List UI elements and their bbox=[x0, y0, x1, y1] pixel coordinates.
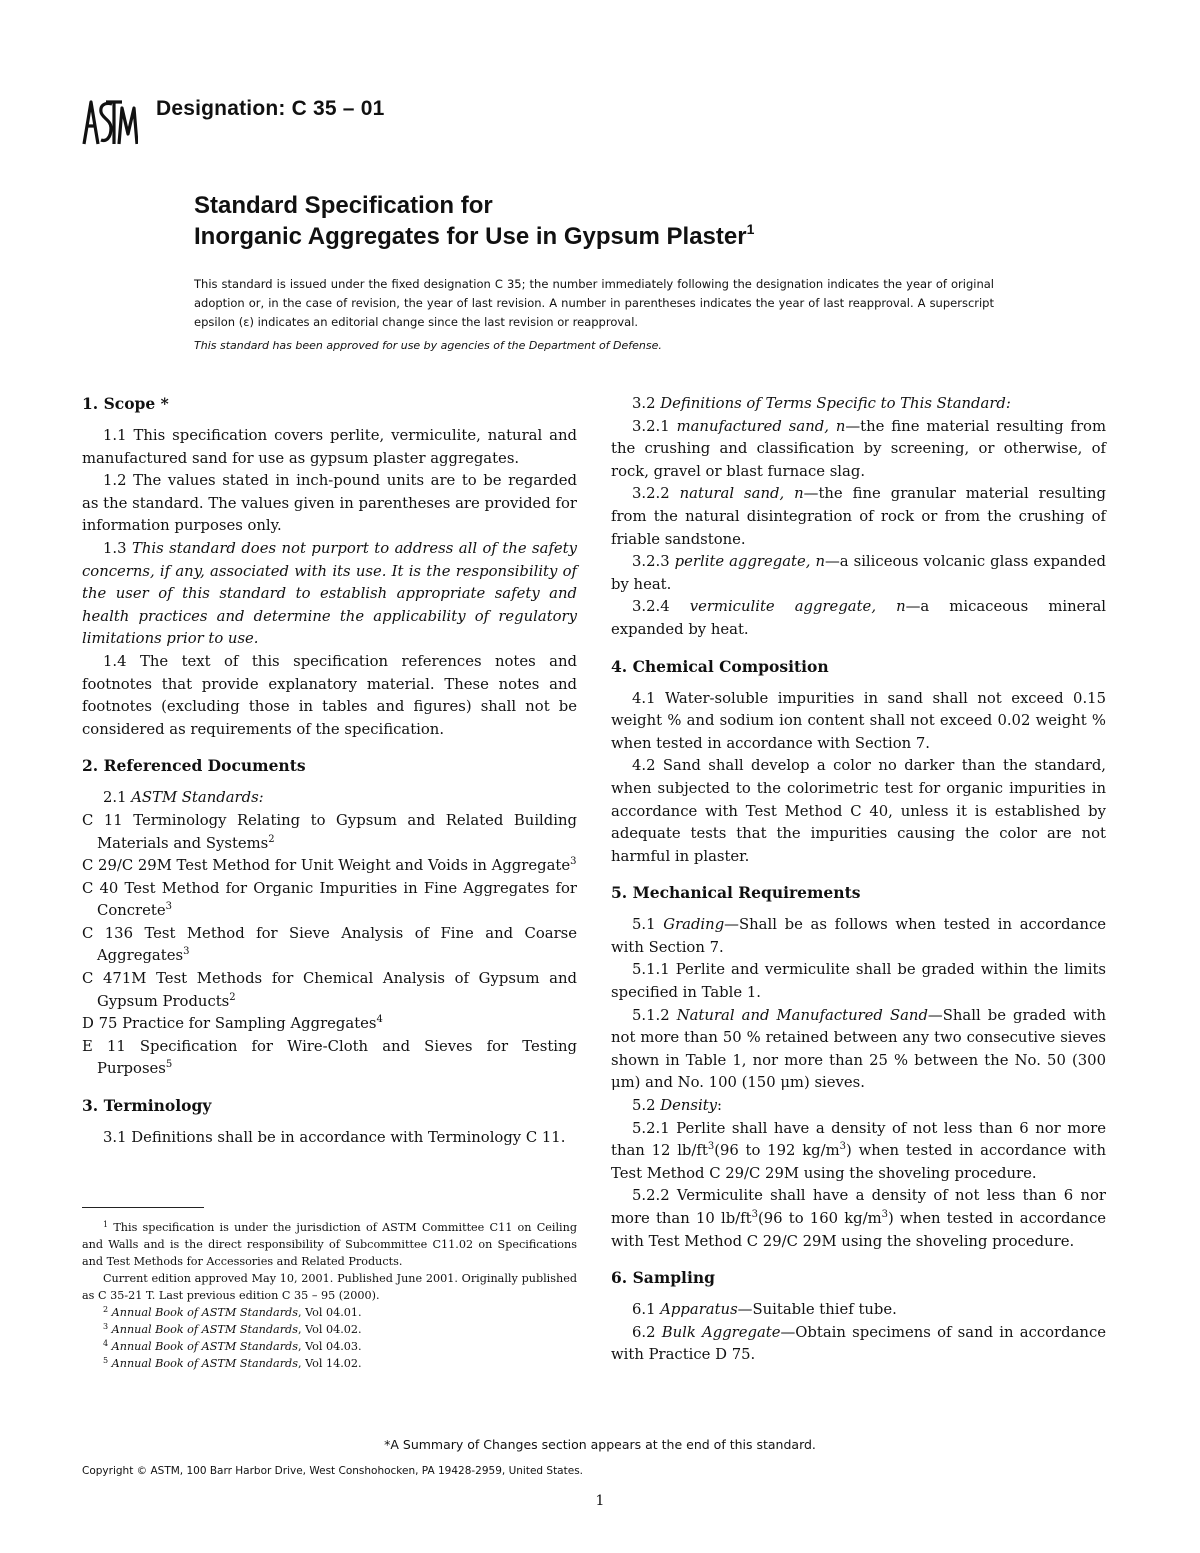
para-5-2-1: 5.2.1 Perlite shall have a density of not less than 6 nor more than 12 $lb/ft^3(96$ to 192 $kg/m^3$) when tested in accordance with Test Method C 29/C 29M using the shoveling procedure. bbox=[611, 1119, 1106, 1182]
reference-item[interactable]: C 136 Test Method for Sieve Analysis of Fine and Coarse Aggregates$^3$ bbox=[82, 924, 577, 965]
para-3-2-2: 3.2.2 natural sand, n—the fine granular material resulting from the natural disintegration of rock or from the crushing of friable sandstone. bbox=[611, 485, 1106, 548]
para-4-1: 4.1 Water-soluble impurities in sand shall not exceed 0.15 weight % and sodium ion content shall not exceed 0.02 weight % when tested in accordance with Section 7. bbox=[611, 689, 1106, 752]
para-2-1: 2.1 ASTM Standards: bbox=[103, 789, 264, 807]
footnote-1: $^1$ This specification is under the jurisdiction of ASTM Committee C11 on Ceiling and Walls and is the direct responsibility of Subcommittee C11.02 on Specifications and Test Methods for Accessories and Related Products. bbox=[82, 1220, 577, 1268]
reference-item[interactable]: C 40 Test Method for Organic Impurities in Fine Aggregates for Concrete$^3$ bbox=[82, 879, 577, 920]
section-6-heading: 6. Sampling bbox=[611, 1268, 715, 1288]
para-6-2: 6.2 Bulk Aggregate—Obtain specimens of sand in accordance with Practice D 75. bbox=[611, 1323, 1106, 1364]
para-6-1: 6.1 Apparatus—Suitable thief tube. bbox=[632, 1301, 897, 1319]
para-3-1: 3.1 Definitions shall be in accordance with Terminology C 11. bbox=[103, 1129, 566, 1147]
para-4-2: 4.2 Sand shall develop a color no darker than the standard, when subjected to the colorimetric test for organic impurities in accordance with Test Method C 40, unless it is established by adequate tests that the impurities causing the color are not harmful in plaster. bbox=[611, 757, 1106, 865]
footnote-item: $^4$ Annual Book of ASTM Standards, Vol 04.03. bbox=[103, 1339, 362, 1353]
footnote-divider bbox=[82, 1207, 204, 1208]
section-5-heading: 5. Mechanical Requirements bbox=[611, 883, 861, 903]
footnote-item: $^3$ Annual Book of ASTM Standards, Vol 04.02. bbox=[103, 1322, 362, 1336]
para-3-2-3: 3.2.3 perlite aggregate, n—a siliceous volcanic glass expanded by heat. bbox=[611, 553, 1106, 593]
section-4-heading: 4. Chemical Composition bbox=[611, 656, 829, 676]
para-5-1-2: 5.1.2 Natural and Manufactured Sand—Shall be graded with not more than 50 % retained between any two consecutive sieves shown in Table 1, nor more than 25 % between the No. 50 (300 μm) and No. 100 (150 μm) sieves. bbox=[611, 1006, 1106, 1092]
para-5-2: 5.2 Density: bbox=[632, 1097, 723, 1115]
footnote-item: $^5$ Annual Book of ASTM Standards, Vol 14.02. bbox=[103, 1356, 362, 1370]
para-5-1-1: 5.1.1 Perlite and vermiculite shall be graded within the limits specified in Table 1. bbox=[611, 961, 1106, 1002]
title-line-2: Inorganic Aggregates for Use in Gypsum Plaster$^1$ bbox=[194, 221, 755, 250]
designation: Designation: C 35 – 01 bbox=[156, 97, 385, 120]
footnote-item: $^2$ Annual Book of ASTM Standards, Vol 04.01. bbox=[103, 1305, 362, 1319]
para-3-2-4: 3.2.4 vermiculite aggregate, n—a micaceous mineral expanded by heat. bbox=[611, 598, 1107, 638]
para-1-1: 1.1 This specification covers perlite, vermiculite, natural and manufactured sand for use as gypsum plaster aggregates. bbox=[82, 427, 577, 467]
title-footnote-ref[interactable]: 1 bbox=[746, 221, 755, 237]
section-1-heading: 1. Scope * bbox=[82, 394, 169, 413]
para-1-3: 1.3 This standard does not purport to address all of the safety concerns, if any, associated with its use. It is the responsibility of the user of this standard to establish appropriate safety and health practices and determine the applicability of regulatory limitations prior to use. bbox=[82, 539, 577, 648]
left-column bbox=[82, 393, 577, 1150]
document-title bbox=[194, 190, 754, 252]
title-line-1: Standard Specification for bbox=[194, 192, 493, 219]
reference-item[interactable]: C 29/C 29M Test Method for Unit Weight and Voids in Aggregate$^3$ bbox=[82, 856, 577, 875]
para-1-2: 1.2 The values stated in inch-pound units are to be regarded as the standard. The values given in parentheses are provided for information purposes only. bbox=[82, 472, 577, 535]
page-number: 1 bbox=[595, 1493, 605, 1509]
para-1-4: 1.4 The text of this specification references notes and footnotes that provide explanatory material. These notes and footnotes (excluding those in tables and figures) shall not be considered as requirements of the specification. bbox=[82, 652, 577, 738]
para-5-2-2: 5.2.2 Vermiculite shall have a density of not less than 6 nor more than 10 $lb/ft^3(96$ to 160 $kg/m^3$) when tested in accordance with Test Method C 29/C 29M using the shoveling procedure. bbox=[611, 1187, 1107, 1250]
right-column bbox=[611, 393, 1106, 1367]
astm-logo bbox=[82, 98, 138, 146]
footnotes bbox=[82, 1219, 577, 1372]
reference-item[interactable]: C 11 Terminology Relating to Gypsum and Related Building Materials and Systems$^2$ bbox=[82, 811, 577, 852]
para-5-1: 5.1 Grading—Shall be as follows when tested in accordance with Section 7. bbox=[611, 916, 1106, 956]
section-2-heading: 2. Referenced Documents bbox=[82, 756, 306, 776]
para-3-2-1: 3.2.1 manufactured sand, n—the fine material resulting from the crushing and classification by screening, or otherwise, of rock, gravel or blast furnace slag. bbox=[611, 417, 1106, 480]
summary-of-changes-note: *A Summary of Changes section appears at the end of this standard. bbox=[384, 1437, 816, 1452]
para-3-2: 3.2 Definitions of Terms Specific to This Standard: bbox=[632, 395, 1011, 412]
section-3-heading: 3. Terminology bbox=[82, 1096, 212, 1116]
footnote-1-edition: Current edition approved May 10, 2001. Published June 2001. Originally published as C 35-21 T. Last previous edition C 35 – 95 (2000). bbox=[82, 1272, 577, 1302]
reference-item[interactable]: E 11 Specification for Wire-Cloth and Sieves for Testing Purposes$^5$ bbox=[82, 1037, 577, 1078]
reference-item[interactable]: D 75 Practice for Sampling Aggregates$^4$ bbox=[82, 1014, 383, 1033]
reference-item[interactable]: C 471M Test Methods for Chemical Analysis of Gypsum and Gypsum Products$^2$ bbox=[82, 970, 577, 1010]
copyright-line: Copyright © ASTM, 100 Barr Harbor Drive, West Conshohocken, PA 19428-2959, United States. bbox=[82, 1465, 584, 1477]
dod-note: This standard has been approved for use by agencies of the Department of Defense. bbox=[194, 339, 662, 352]
issue-note: This standard is issued under the fixed designation C 35; the number immediately following the designation indicates the year of original adoption or, in the case of revision, the year of last revision. A number in parentheses indicates the year of last reapproval. A superscript epsilon (ε) indicates an editorial change since the last revision or reapproval. bbox=[194, 277, 994, 329]
